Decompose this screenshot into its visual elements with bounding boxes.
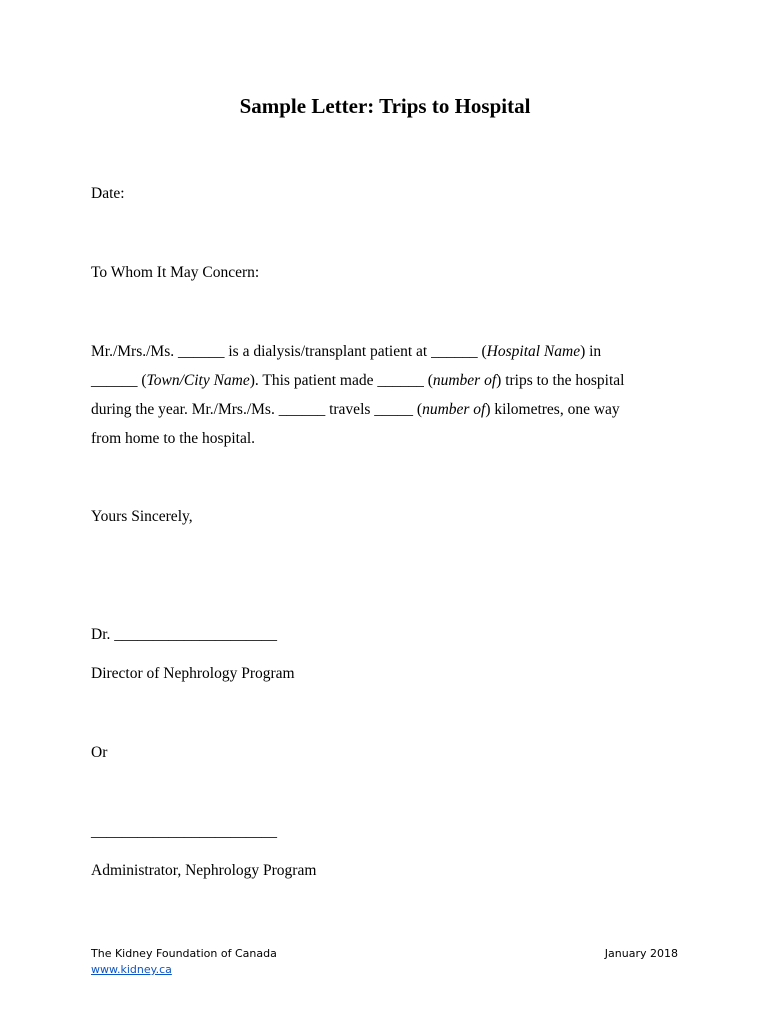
footer-left <box>91 946 277 978</box>
footer-website-link[interactable]: www.kidney.ca <box>91 963 172 976</box>
letter-body <box>91 340 671 456</box>
body-line <box>91 369 671 398</box>
body-line <box>91 340 671 369</box>
body-text: ) kilometres, one way <box>485 401 620 418</box>
closing: Yours Sincerely, <box>91 508 193 525</box>
body-text: Mr./Mrs./Ms. ______ is a dialysis/transplant patient at ______ ( <box>91 343 487 360</box>
body-text: ______ ( <box>91 372 147 389</box>
footer-organization: The Kidney Foundation of Canada <box>91 947 277 960</box>
alt-signature-line: ________________________ <box>91 823 277 840</box>
footer-date: January 2018 <box>604 947 678 960</box>
page-title: Sample Letter: Trips to Hospital <box>239 94 531 118</box>
salutation: To Whom It May Concern: <box>91 264 260 281</box>
body-italic-text: Hospital Name <box>486 343 581 360</box>
body-italic-text: number of <box>422 401 486 418</box>
body-text: from home to the hospital. <box>91 430 256 447</box>
body-text: ) trips to the hospital <box>496 372 625 389</box>
body-text: ). This patient made ______ ( <box>249 372 433 389</box>
body-line <box>91 427 671 456</box>
date-label: Date: <box>91 185 125 202</box>
body-line <box>91 398 671 427</box>
alt-signature-title: Administrator, Nephrology Program <box>91 862 317 879</box>
or-text: Or <box>91 744 108 761</box>
body-italic-text: number of <box>432 372 497 389</box>
body-text: ) in <box>580 343 602 360</box>
body-text: during the year. Mr./Mrs./Ms. ______ travels _____ ( <box>91 401 423 418</box>
signature-title: Director of Nephrology Program <box>91 665 295 682</box>
body-italic-text: Town/City Name <box>146 372 250 389</box>
signature-line: Dr. _____________________ <box>91 626 277 643</box>
